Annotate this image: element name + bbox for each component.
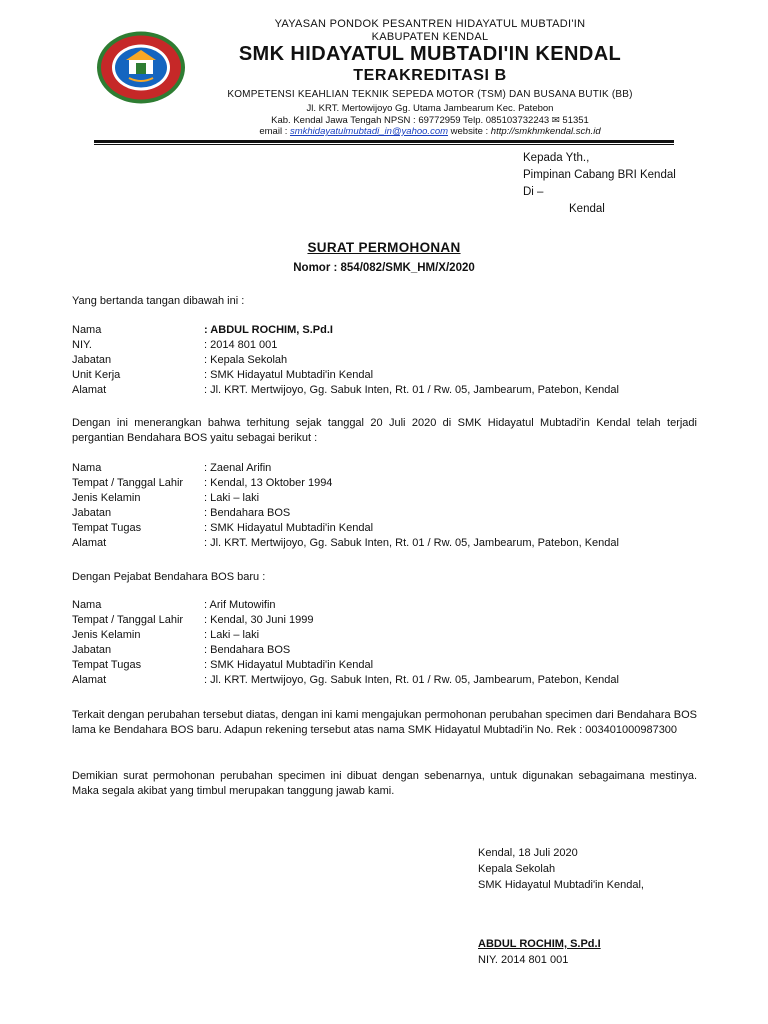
email-website-line <box>200 126 660 137</box>
letter-number: Nomor : 854/082/SMK_HM/X/2020 <box>293 262 475 274</box>
school-address: Jl. KRT. Mertowijoyo Gg. Utama Jambearum Kec. Patebon <box>306 103 554 114</box>
field-label: Tempat Tugas <box>72 522 142 534</box>
header-divider <box>94 140 674 143</box>
field-value: : Laki – laki <box>204 629 260 641</box>
district-name: KABUPATEN KENDAL <box>371 31 489 43</box>
addressee-line: Pimpinan Cabang BRI Kendal <box>523 169 676 181</box>
request-paragraph: Terkait dengan perubahan tersebut diatas, dengan ini kami mengajukan permohonan perubahan specimen dari Bendahara BOS lama ke Bendahara BOS baru. Adapun rekening tersebut atas nama SMK Hidayatul Mubtadi'in No. Rek : 003401000987300 <box>72 709 697 736</box>
signature-block <box>478 845 644 893</box>
addressee-line: Di – <box>523 186 544 198</box>
field-value: : SMK Hidayatul Mubtadi'in Kendal <box>204 659 374 671</box>
field-label: Alamat <box>72 537 107 549</box>
addressee <box>523 150 676 218</box>
statement-paragraph: Dengan ini menerangkan bahwa terhitung sejak tanggal 20 Juli 2020 di SMK Hidayatul Mubtadi'in Kendal telah terjadi pergantian Bendahara BOS yaitu sebagai berikut : <box>72 417 697 444</box>
accreditation: TERAKREDITASI B <box>353 67 507 84</box>
field-value: : Bendahara BOS <box>204 507 291 519</box>
field-label: Unit Kerja <box>72 369 121 381</box>
field-value: : Jl. KRT. Mertwijoyo, Gg. Sabuk Inten, Rt. 01 / Rw. 05, Jambearum, Patebon, Kendal <box>204 384 619 396</box>
addressee-line: Kepada Yth., <box>523 152 590 164</box>
website-label: website : <box>448 126 491 137</box>
field-label: Jabatan <box>72 644 112 656</box>
sign-niy: NIY. 2014 801 001 <box>478 954 569 966</box>
field-label: Jenis Kelamin <box>72 492 141 504</box>
sign-name: ABDUL ROCHIM, S.Pd.I <box>478 938 601 950</box>
field-value: : Zaenal Arifin <box>204 462 272 474</box>
addressee-line: Kendal <box>569 203 605 215</box>
header-divider-thin <box>94 144 674 145</box>
field-label: Jabatan <box>72 507 112 519</box>
field-value: : Jl. KRT. Mertwijoyo, Gg. Sabuk Inten, Rt. 01 / Rw. 05, Jambearum, Patebon, Kendal <box>204 537 619 549</box>
competencies: KOMPETENSI KEAHLIAN TEKNIK SEPEDA MOTOR (TSM) DAN BUSANA BUTIK (BB) <box>227 89 633 100</box>
field-label: Jenis Kelamin <box>72 629 141 641</box>
sign-position: Kepala Sekolah <box>478 863 556 875</box>
signer-identity <box>478 936 601 968</box>
field-label: Nama <box>72 324 102 336</box>
email-label: email : <box>259 126 290 137</box>
field-label: Jabatan <box>72 354 112 366</box>
foundation-name: YAYASAN PONDOK PESANTREN HIDAYATUL MUBTADI'IN <box>274 18 586 30</box>
field-label: Alamat <box>72 384 107 396</box>
field-value: : SMK Hidayatul Mubtadi'in Kendal <box>204 369 374 381</box>
field-label: Nama <box>72 599 102 611</box>
field-value: : SMK Hidayatul Mubtadi'in Kendal <box>204 522 374 534</box>
field-label: Tempat / Tanggal Lahir <box>72 477 184 489</box>
field-value: : Kepala Sekolah <box>204 354 288 366</box>
field-value: : ABDUL ROCHIM, S.Pd.I <box>204 324 333 336</box>
field-label: Tempat / Tanggal Lahir <box>72 614 184 626</box>
field-value: : Kendal, 13 Oktober 1994 <box>204 477 333 489</box>
school-contact: Kab. Kendal Jawa Tengah NPSN : 69772959 Telp. 085103732243 ✉ 51351 <box>271 115 589 126</box>
field-value: : 2014 801 001 <box>204 339 278 351</box>
school-logo <box>96 30 186 105</box>
school-name: SMK HIDAYATUL MUBTADI'IN KENDAL <box>238 43 622 65</box>
field-value: : Bendahara BOS <box>204 644 291 656</box>
field-label: Alamat <box>72 674 107 686</box>
field-value: : Laki – laki <box>204 492 260 504</box>
field-label: NIY. <box>72 339 92 351</box>
field-value: : Arif Mutowifin <box>204 599 276 611</box>
new-treasurer-intro: Dengan Pejabat Bendahara BOS baru : <box>72 571 266 583</box>
intro-text: Yang bertanda tangan dibawah ini : <box>72 295 245 307</box>
closing-paragraph: Demikian surat permohonan perubahan specimen ini dibuat dengan sebenarnya, untuk digunakan sebagaimana mestinya. Maka segala akibat yang timbul merupakan tanggung jawab kami. <box>72 770 697 797</box>
field-label: Nama <box>72 462 102 474</box>
sign-unit: SMK Hidayatul Mubtadi'in Kendal, <box>478 879 644 891</box>
field-value: : Kendal, 30 Juni 1999 <box>204 614 314 626</box>
field-value: : Jl. KRT. Mertwijoyo, Gg. Sabuk Inten, Rt. 01 / Rw. 05, Jambearum, Patebon, Kendal <box>204 674 619 686</box>
letter-title: SURAT PERMOHONAN <box>307 240 461 255</box>
email-link[interactable]: smkhidayatulmubtadi_in@yahoo.com <box>289 126 449 137</box>
sign-place-date: Kendal, 18 Juli 2020 <box>478 847 578 859</box>
website-link[interactable]: http://smkhmkendal.sch.id <box>490 126 601 137</box>
field-label: Tempat Tugas <box>72 659 142 671</box>
